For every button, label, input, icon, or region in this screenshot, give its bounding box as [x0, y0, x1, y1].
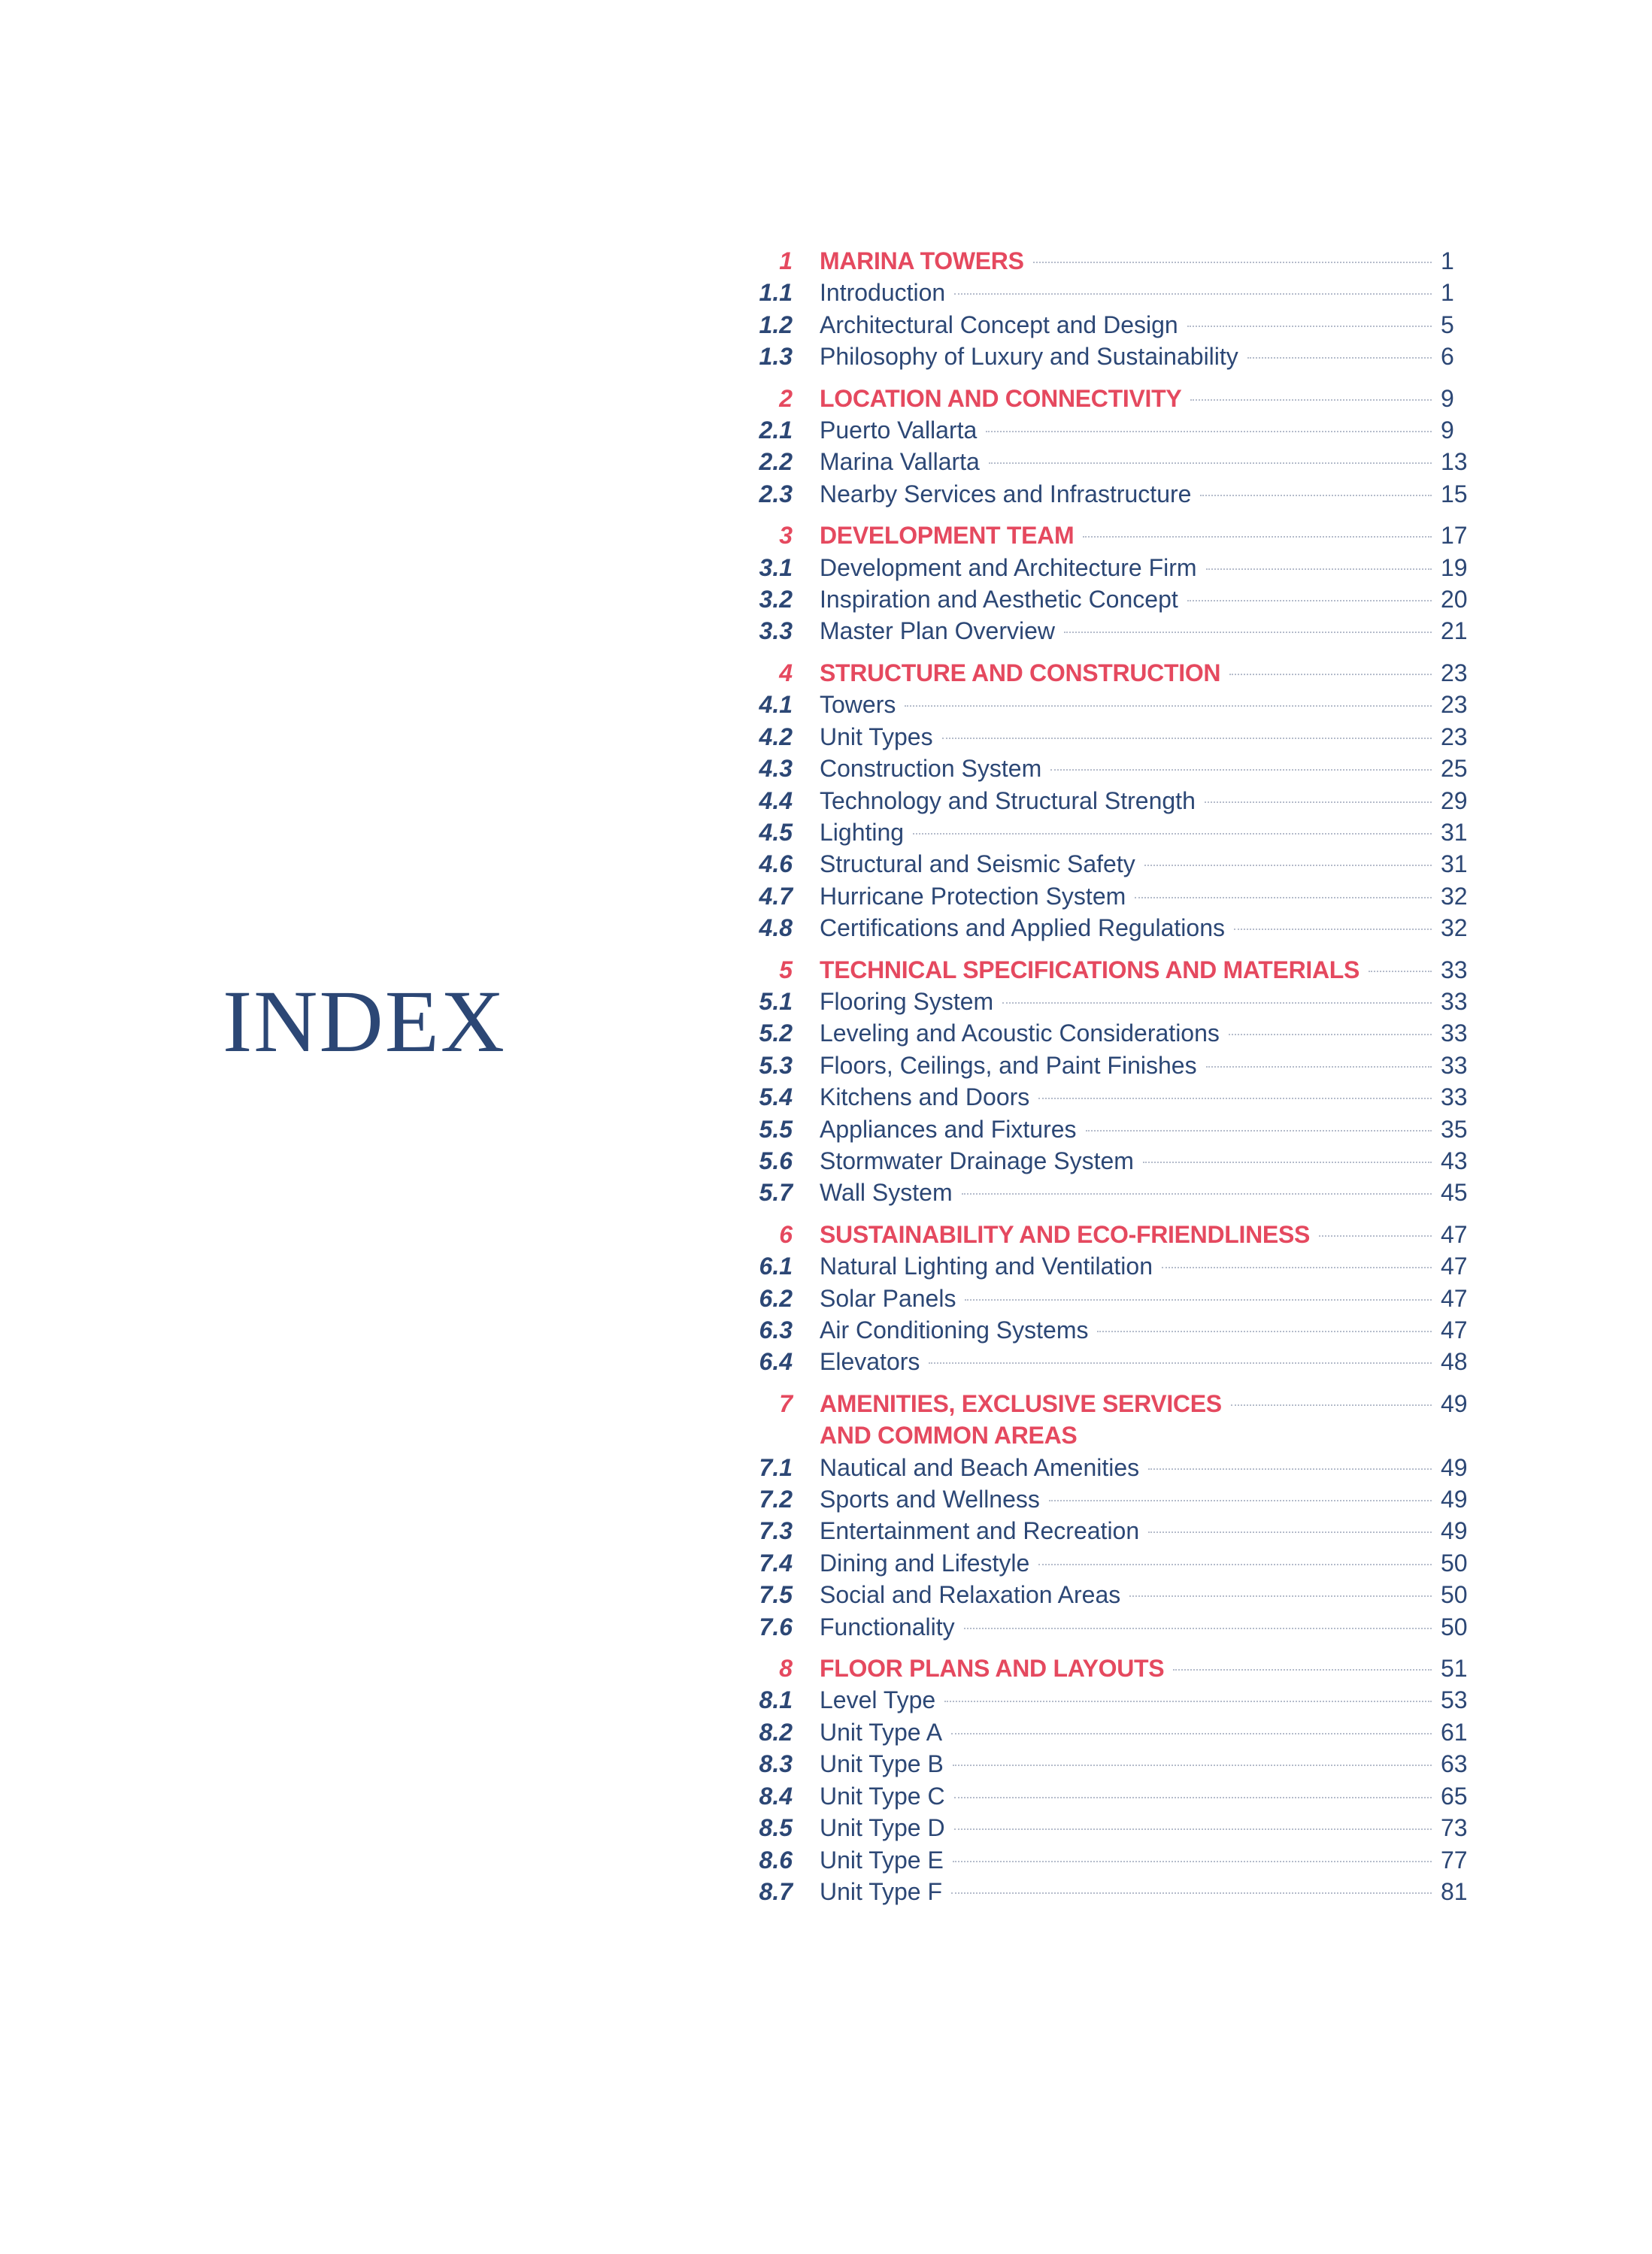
entry-number: 8.2 — [759, 1718, 793, 1746]
page-number: 81 — [1441, 1877, 1468, 1905]
page-number: 63 — [1441, 1750, 1468, 1778]
page-number: 33 — [1441, 1051, 1468, 1079]
entry-title: Unit Type D — [820, 1814, 945, 1842]
dot-leader — [1369, 954, 1432, 972]
entry-number: 2.3 — [759, 480, 793, 507]
entry-number: 7.6 — [759, 1613, 793, 1641]
dot-leader — [1050, 753, 1432, 771]
dot-leader — [953, 1844, 1432, 1862]
page-number: 31 — [1441, 818, 1468, 846]
page-number: 45 — [1441, 1179, 1468, 1207]
chapter-title — [820, 245, 1024, 277]
toc-entry-row[interactable] — [722, 986, 1489, 1017]
entry-title: Leveling and Acoustic Considerations — [820, 1019, 1220, 1047]
dot-leader — [1097, 1314, 1432, 1332]
toc-entry-row[interactable] — [722, 277, 1489, 308]
page-number: 48 — [1441, 1348, 1468, 1376]
toc-entry-row[interactable] — [722, 1748, 1489, 1780]
toc-entry-row[interactable] — [722, 446, 1489, 477]
chapter-title-line: SUSTAINABILITY AND ECO-FRIENDLINESS — [820, 1220, 1311, 1248]
entry-title: Architectural Concept and Design — [820, 311, 1178, 338]
dot-leader — [1200, 478, 1432, 496]
entry-number: 4.6 — [759, 850, 793, 878]
entry-title: Flooring System — [820, 987, 994, 1015]
dot-leader — [1206, 552, 1432, 570]
toc-entry-row[interactable] — [722, 1017, 1489, 1049]
toc-entry-row[interactable] — [722, 615, 1489, 647]
page-title: INDEX — [223, 972, 507, 1071]
dot-leader — [1135, 880, 1432, 898]
entry-title: Unit Type B — [820, 1750, 944, 1778]
page-number: 33 — [1441, 956, 1468, 983]
entry-title: Philosophy of Luxury and Sustainability — [820, 343, 1238, 371]
entry-title: Dining and Lifestyle — [820, 1549, 1030, 1577]
page-number: 49 — [1441, 1517, 1468, 1545]
chapter-title — [820, 1219, 1310, 1250]
toc-entry-row[interactable] — [722, 1081, 1489, 1113]
chapter-title — [820, 954, 1359, 986]
entry-number: 4.8 — [759, 914, 793, 942]
dot-leader — [1247, 341, 1432, 359]
toc-section — [722, 1653, 1489, 1907]
dot-leader — [1231, 1388, 1432, 1406]
dot-leader — [1234, 912, 1432, 930]
entry-title: Appliances and Fixtures — [820, 1115, 1077, 1143]
entry-title: Puerto Vallarta — [820, 417, 978, 444]
page-number: 50 — [1441, 1613, 1468, 1641]
dot-leader — [1162, 1250, 1432, 1268]
toc-entry-row[interactable] — [722, 583, 1489, 615]
entry-number: 7.4 — [759, 1549, 793, 1577]
entry-number: 5.4 — [759, 1083, 793, 1111]
chapter-title — [820, 1388, 1222, 1452]
toc-entry-row[interactable] — [722, 1050, 1489, 1081]
page-number: 33 — [1441, 1019, 1468, 1047]
entry-number: 4.4 — [759, 786, 793, 814]
toc-entry-row[interactable] — [722, 414, 1489, 446]
entry-title: Hurricane Protection System — [820, 882, 1126, 910]
toc-entry-row[interactable] — [722, 478, 1489, 510]
entry-number: 7.3 — [759, 1517, 793, 1545]
toc-entry-row[interactable] — [722, 1483, 1489, 1515]
page-number: 53 — [1441, 1686, 1468, 1714]
page-number: 50 — [1441, 1549, 1468, 1577]
dot-leader — [1002, 986, 1432, 1004]
page-number: 47 — [1441, 1316, 1468, 1344]
page-number: 32 — [1441, 882, 1468, 910]
entry-number: 4.7 — [759, 882, 793, 910]
page-number: 29 — [1441, 786, 1468, 814]
dot-leader — [954, 1780, 1432, 1798]
page-number: 32 — [1441, 914, 1468, 942]
entry-number: 6.3 — [759, 1316, 793, 1344]
chapter-number: 5 — [779, 956, 793, 983]
entry-title: Functionality — [820, 1613, 955, 1641]
chapter-number: 8 — [779, 1655, 793, 1683]
entry-title: Certifications and Applied Regulations — [820, 914, 1225, 942]
chapter-title-line: LOCATION AND CONNECTIVITY — [820, 384, 1182, 412]
toc-section — [722, 1388, 1489, 1643]
entry-number: 5.2 — [759, 1019, 793, 1047]
entry-title: Unit Type A — [820, 1718, 943, 1746]
toc-entry-row[interactable] — [722, 880, 1489, 912]
entry-number: 5.6 — [759, 1147, 793, 1174]
entry-title: Technology and Structural Strength — [820, 786, 1196, 814]
chapter-title — [820, 383, 1181, 414]
dot-leader — [1173, 1653, 1432, 1671]
page-number: 73 — [1441, 1814, 1468, 1842]
toc-entry-row[interactable] — [722, 1547, 1489, 1579]
dot-leader — [929, 1346, 1432, 1364]
page-number: 31 — [1441, 850, 1468, 878]
toc-entry-row[interactable] — [722, 1346, 1489, 1377]
toc-section — [722, 520, 1489, 647]
dot-leader — [1038, 1547, 1432, 1565]
dot-leader — [1049, 1483, 1432, 1501]
page-number: 33 — [1441, 987, 1468, 1015]
page-number: 50 — [1441, 1581, 1468, 1609]
chapter-title-line: DEVELOPMENT TEAM — [820, 522, 1075, 550]
entry-number: 5.1 — [759, 987, 793, 1015]
toc-chapter-row[interactable] — [722, 520, 1489, 551]
toc-entry-row[interactable] — [722, 753, 1489, 784]
toc-entry-row[interactable] — [722, 1515, 1489, 1547]
entry-title: Introduction — [820, 279, 946, 307]
entry-number: 5.3 — [759, 1051, 793, 1079]
entry-number: 7.1 — [759, 1453, 793, 1481]
entry-number: 6.1 — [759, 1253, 793, 1280]
dot-leader — [1038, 1081, 1432, 1099]
entry-title: Natural Lighting and Ventilation — [820, 1253, 1153, 1280]
entry-number: 8.6 — [759, 1846, 793, 1874]
toc-entry-row[interactable] — [722, 848, 1489, 880]
page-number: 21 — [1441, 617, 1468, 645]
entry-number: 6.2 — [759, 1284, 793, 1312]
page-number: 61 — [1441, 1718, 1468, 1746]
entry-number: 4.1 — [759, 691, 793, 719]
dot-leader — [1148, 1515, 1432, 1533]
page-number: 51 — [1441, 1655, 1468, 1683]
entry-title: Kitchens and Doors — [820, 1083, 1030, 1111]
toc-chapter-row[interactable] — [722, 383, 1489, 414]
entry-title: Nearby Services and Infrastructure — [820, 480, 1192, 507]
entry-number: 4.5 — [759, 818, 793, 846]
chapter-title — [820, 520, 1074, 551]
entry-number: 8.7 — [759, 1877, 793, 1905]
page-number: 65 — [1441, 1782, 1468, 1810]
chapter-title-line: FLOOR PLANS AND LAYOUTS — [820, 1655, 1165, 1683]
toc-chapter-row[interactable] — [722, 1388, 1489, 1452]
dot-leader — [1143, 1145, 1432, 1163]
entry-title: Entertainment and Recreation — [820, 1517, 1140, 1545]
entry-number: 2.1 — [759, 417, 793, 444]
toc-chapter-row[interactable] — [722, 657, 1489, 689]
toc-entry-row[interactable] — [722, 912, 1489, 944]
toc-entry-row[interactable] — [722, 1876, 1489, 1907]
entry-number: 8.5 — [759, 1814, 793, 1842]
page-number: 47 — [1441, 1253, 1468, 1280]
chapter-title-line: STRUCTURE AND CONSTRUCTION — [820, 659, 1221, 686]
page-number: 47 — [1441, 1284, 1468, 1312]
dot-leader — [1033, 245, 1432, 263]
page-number: 49 — [1441, 1453, 1468, 1481]
entry-number: 4.3 — [759, 755, 793, 783]
toc-entry-row[interactable] — [722, 1113, 1489, 1145]
toc-entry-row[interactable] — [722, 1452, 1489, 1483]
entry-number: 7.5 — [759, 1581, 793, 1609]
dot-leader — [1190, 383, 1432, 401]
page-number: 23 — [1441, 723, 1468, 750]
dot-leader — [1086, 1113, 1432, 1132]
entry-title: Construction System — [820, 755, 1042, 783]
dot-leader — [954, 277, 1432, 295]
page-number: 1 — [1441, 247, 1454, 274]
toc-entry-row[interactable] — [722, 1283, 1489, 1314]
toc-section — [722, 1219, 1489, 1378]
toc-entry-row[interactable] — [722, 1844, 1489, 1876]
toc-entry-row[interactable] — [722, 1716, 1489, 1748]
dot-leader — [913, 816, 1432, 835]
page-number: 23 — [1441, 659, 1468, 686]
toc-section — [722, 245, 1489, 373]
page-number: 1 — [1441, 279, 1454, 307]
entry-number: 5.5 — [759, 1115, 793, 1143]
toc-entry-row[interactable] — [722, 552, 1489, 583]
dot-leader — [951, 1716, 1432, 1734]
toc-entry-row[interactable] — [722, 785, 1489, 816]
entry-title: Elevators — [820, 1348, 920, 1376]
toc-chapter-row[interactable] — [722, 245, 1489, 277]
dot-leader — [964, 1611, 1432, 1629]
dot-leader — [1229, 657, 1432, 675]
chapter-number: 1 — [779, 247, 793, 274]
chapter-number: 3 — [779, 522, 793, 550]
dot-leader — [951, 1876, 1432, 1894]
dot-leader — [1148, 1452, 1432, 1470]
entry-number: 8.4 — [759, 1782, 793, 1810]
page-number: 35 — [1441, 1115, 1468, 1143]
toc-entry-row[interactable] — [722, 1314, 1489, 1346]
entry-number: 1.3 — [759, 343, 793, 371]
entry-title: Level Type — [820, 1686, 936, 1714]
toc-entry-row[interactable] — [722, 689, 1489, 720]
toc-entry-row[interactable] — [722, 1145, 1489, 1177]
dot-leader — [1064, 615, 1432, 633]
chapter-title — [820, 657, 1220, 689]
dot-leader — [986, 414, 1432, 432]
table-of-contents — [722, 245, 1489, 1917]
entry-title: Nautical and Beach Amenities — [820, 1453, 1140, 1481]
entry-number: 3.1 — [759, 553, 793, 581]
dot-leader — [1144, 848, 1432, 866]
chapter-title-line: TECHNICAL SPECIFICATIONS AND MATERIALS — [820, 956, 1360, 983]
entry-title: Structural and Seismic Safety — [820, 850, 1135, 878]
dot-leader — [954, 1812, 1432, 1830]
toc-entry-row[interactable] — [722, 1611, 1489, 1643]
page-number: 47 — [1441, 1220, 1468, 1248]
dot-leader — [942, 721, 1432, 739]
page-number: 20 — [1441, 586, 1468, 613]
chapter-title — [820, 1653, 1164, 1684]
toc-section — [722, 954, 1489, 1209]
dot-leader — [962, 1177, 1432, 1195]
chapter-number: 2 — [779, 384, 793, 412]
entry-title: Sports and Wellness — [820, 1486, 1040, 1513]
page-number: 25 — [1441, 755, 1468, 783]
toc-section — [722, 383, 1489, 510]
dot-leader — [953, 1748, 1432, 1766]
dot-leader — [1187, 583, 1432, 601]
entry-title: Unit Types — [820, 723, 933, 750]
toc-entry-row[interactable] — [722, 309, 1489, 341]
page-number: 77 — [1441, 1846, 1468, 1874]
page-number: 17 — [1441, 522, 1468, 550]
toc-entry-row[interactable] — [722, 341, 1489, 372]
entry-title: Stormwater Drainage System — [820, 1147, 1134, 1174]
entry-title: Floors, Ceilings, and Paint Finishes — [820, 1051, 1197, 1079]
entry-title: Air Conditioning Systems — [820, 1316, 1089, 1344]
entry-title: Development and Architecture Firm — [820, 553, 1197, 581]
page-number: 5 — [1441, 311, 1454, 338]
toc-entry-row[interactable] — [722, 1177, 1489, 1208]
entry-title: Marina Vallarta — [820, 448, 980, 476]
dot-leader — [1319, 1219, 1432, 1237]
page-number: 49 — [1441, 1486, 1468, 1513]
page-number: 9 — [1441, 384, 1454, 412]
dot-leader — [905, 689, 1432, 707]
dot-leader — [965, 1283, 1432, 1301]
entry-number: 3.2 — [759, 586, 793, 613]
toc-chapter-row[interactable] — [722, 1219, 1489, 1250]
toc-section — [722, 657, 1489, 944]
dot-leader — [1206, 1050, 1432, 1068]
page-number: 13 — [1441, 448, 1468, 476]
entry-number: 3.3 — [759, 617, 793, 645]
entry-title: Master Plan Overview — [820, 617, 1055, 645]
toc-chapter-row[interactable] — [722, 954, 1489, 986]
entry-number: 6.4 — [759, 1348, 793, 1376]
entry-title: Wall System — [820, 1179, 953, 1207]
toc-entry-row[interactable] — [722, 1250, 1489, 1282]
entry-title: Social and Relaxation Areas — [820, 1581, 1121, 1609]
page-number: 6 — [1441, 343, 1454, 371]
entry-number: 2.2 — [759, 448, 793, 476]
chapter-number: 6 — [779, 1220, 793, 1248]
page-number: 43 — [1441, 1147, 1468, 1174]
entry-title: Inspiration and Aesthetic Concept — [820, 586, 1178, 613]
chapter-number: 7 — [779, 1389, 793, 1417]
page-number: 19 — [1441, 553, 1468, 581]
toc-entry-row[interactable] — [722, 1780, 1489, 1812]
entry-title: Unit Type F — [820, 1877, 943, 1905]
dot-leader — [944, 1684, 1432, 1702]
page-number: 15 — [1441, 480, 1468, 507]
chapter-title-line: AMENITIES, EXCLUSIVE SERVICES — [820, 1389, 1222, 1417]
dot-leader — [989, 446, 1432, 464]
toc-entry-row[interactable] — [722, 1579, 1489, 1610]
entry-title: Unit Type C — [820, 1782, 945, 1810]
entry-title: Solar Panels — [820, 1284, 956, 1312]
entry-number: 8.1 — [759, 1686, 793, 1714]
entry-number: 5.7 — [759, 1179, 793, 1207]
entry-number: 4.2 — [759, 723, 793, 750]
page-number: 49 — [1441, 1389, 1468, 1417]
dot-leader — [1205, 785, 1432, 803]
entry-title: Towers — [820, 691, 896, 719]
chapter-title-line: AND COMMON AREAS — [820, 1422, 1078, 1450]
chapter-number: 4 — [779, 659, 793, 686]
entry-title: Lighting — [820, 818, 905, 846]
page-number: 33 — [1441, 1083, 1468, 1111]
toc-entry-row[interactable] — [722, 816, 1489, 848]
page-number: 23 — [1441, 691, 1468, 719]
entry-title: Unit Type E — [820, 1846, 944, 1874]
entry-number: 1.1 — [759, 279, 793, 307]
entry-number: 8.3 — [759, 1750, 793, 1778]
toc-entry-row[interactable] — [722, 721, 1489, 753]
toc-chapter-row[interactable] — [722, 1653, 1489, 1684]
dot-leader — [1129, 1579, 1432, 1597]
dot-leader — [1229, 1017, 1432, 1035]
entry-number: 7.2 — [759, 1486, 793, 1513]
dot-leader — [1083, 520, 1432, 538]
toc-entry-row[interactable] — [722, 1684, 1489, 1716]
toc-entry-row[interactable] — [722, 1812, 1489, 1843]
chapter-title-line: MARINA TOWERS — [820, 247, 1024, 274]
entry-number: 1.2 — [759, 311, 793, 338]
dot-leader — [1187, 309, 1432, 327]
page-number: 9 — [1441, 417, 1454, 444]
